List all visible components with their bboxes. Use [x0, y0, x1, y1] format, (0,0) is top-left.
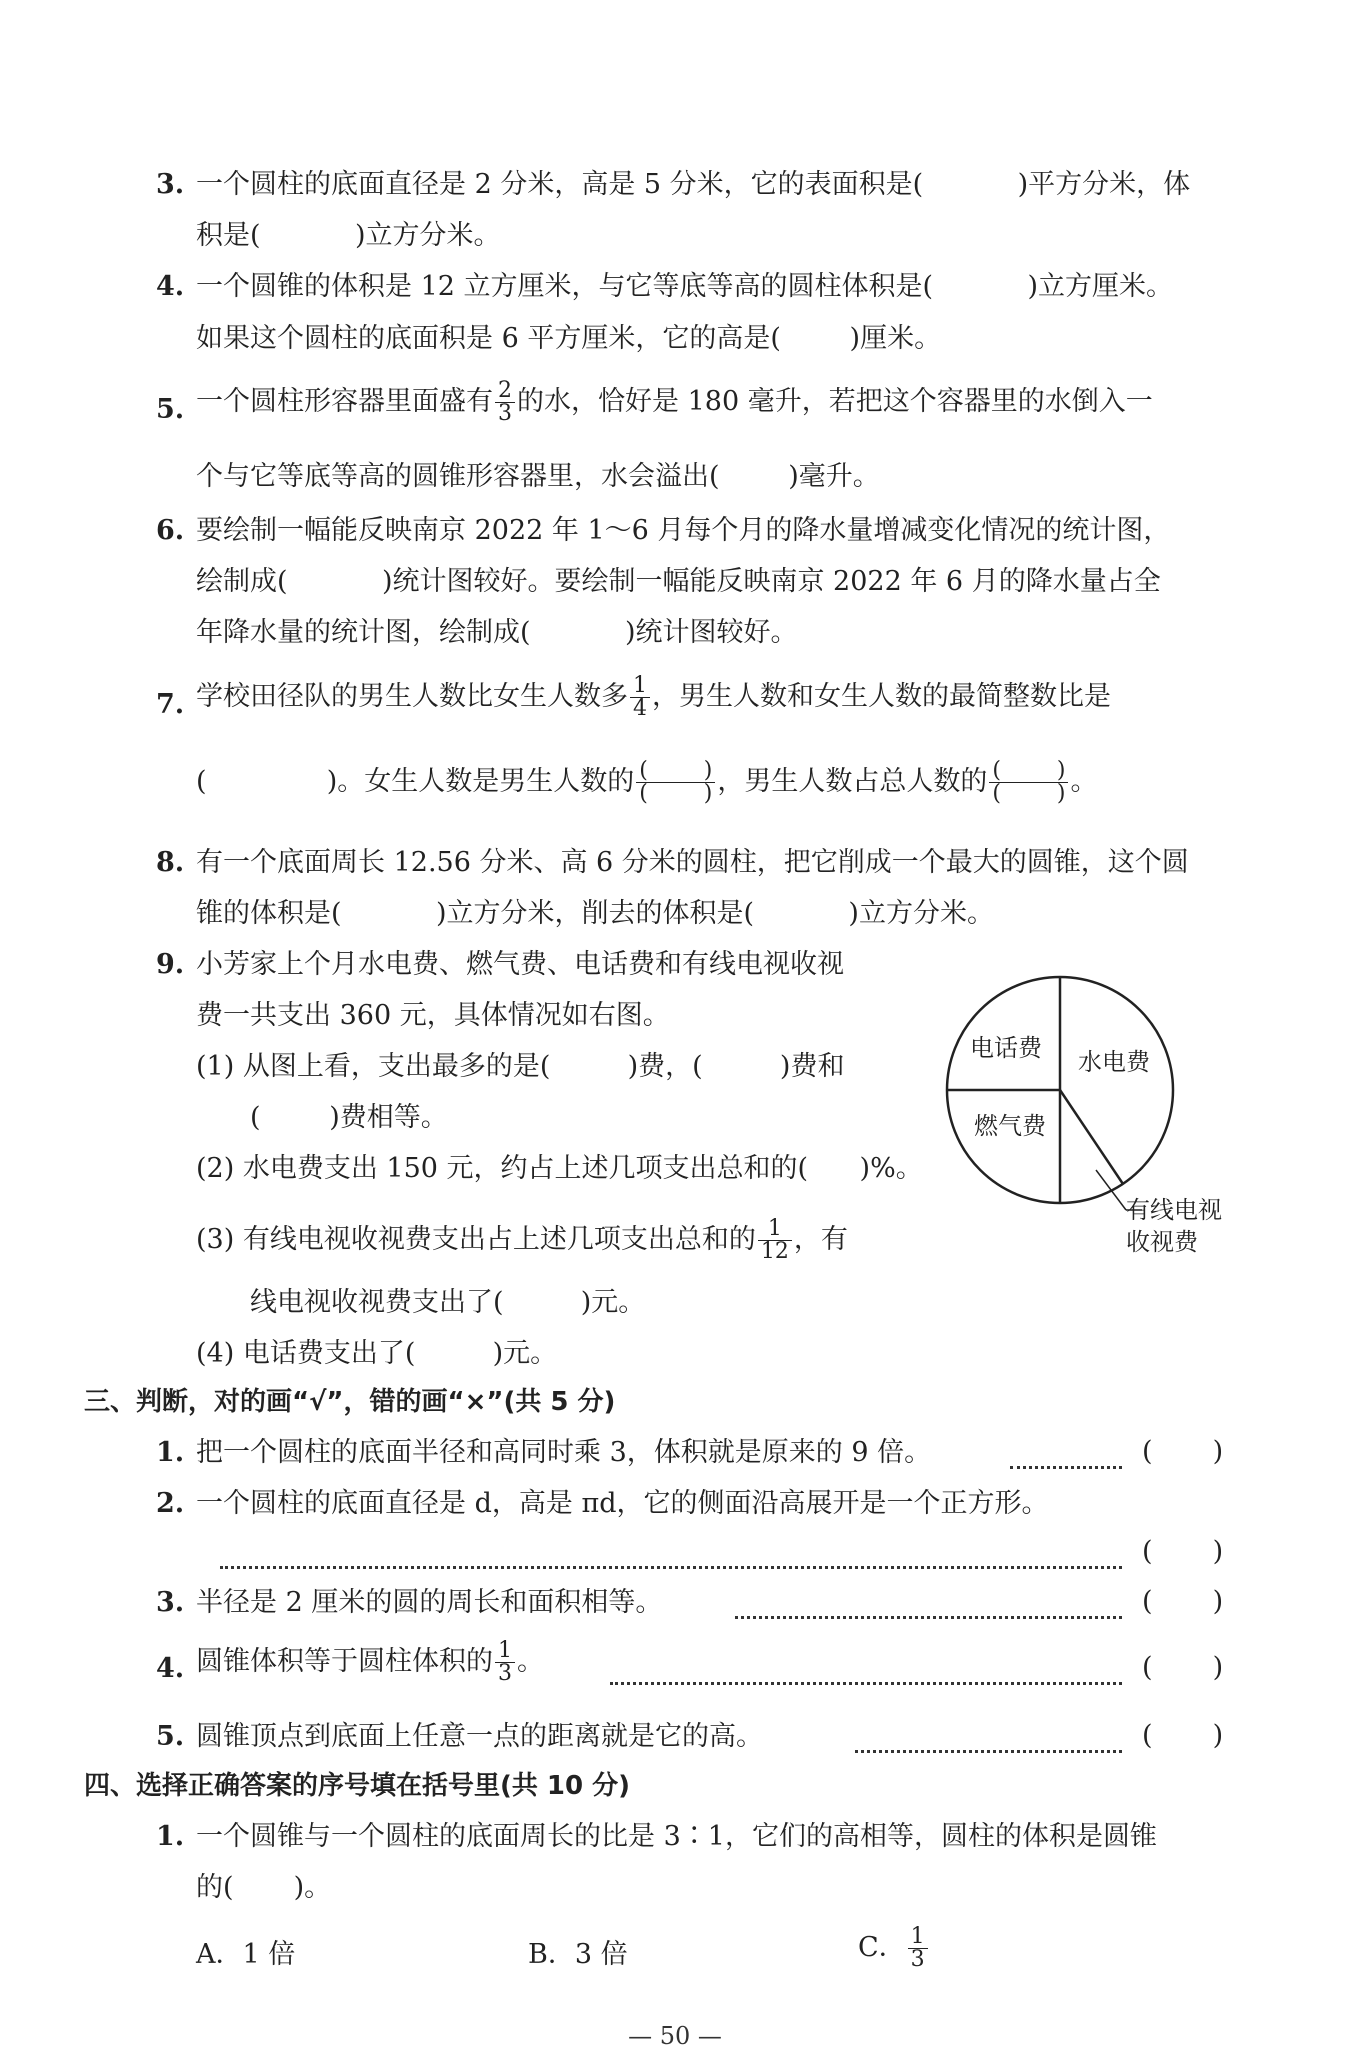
- s3-q2-number: 2.: [156, 1488, 185, 1519]
- q8-number: 8.: [156, 847, 185, 878]
- s3-q1-text: 把一个圆柱的底面半径和高同时乘 3，体积就是原来的 9 倍。: [196, 1437, 932, 1468]
- fraction-denominator: ( ): [636, 782, 715, 805]
- q7-text-b: ，男生人数占总人数的: [717, 766, 988, 797]
- fraction-numerator: 1: [633, 673, 647, 698]
- pie-callout-label-1: 有线电视: [1126, 1196, 1222, 1224]
- q9-line1: 小芳家上个月水电费、燃气费、电话费和有线电视收视: [196, 949, 844, 980]
- s4-q1-number: 1.: [156, 1821, 185, 1852]
- s3-q1-number: 1.: [156, 1437, 185, 1468]
- option-c-label: C．: [858, 1932, 906, 1963]
- s3-q4-answer[interactable]: ( ): [1142, 1652, 1224, 1683]
- s3-q5-text: 圆锥顶点到底面上任意一点的距离就是它的高。: [196, 1721, 763, 1752]
- s3-q4-post: 。: [517, 1646, 544, 1677]
- fraction-numerator: ( ): [639, 758, 713, 783]
- q5-text-pre: 一个圆柱形容器里面盛有: [196, 386, 493, 417]
- q7-fraction: [630, 675, 650, 720]
- fraction-numerator: ( ): [992, 758, 1066, 783]
- page-number: — 50 —: [628, 2022, 722, 2050]
- s4-q1-line2: 的( )。: [196, 1872, 332, 1903]
- q9-sub1-line2: ( )费相等。: [250, 1102, 448, 1133]
- s3-q3-leader: [735, 1616, 1122, 1619]
- q3-line1: 一个圆柱的底面直径是 2 分米，高是 5 分米，它的表面积是( )平方分米，体: [196, 169, 1191, 200]
- q4-number: 4.: [156, 271, 185, 302]
- section-4-title: 四、选择正确答案的序号填在括号里(共 10 分): [84, 1771, 631, 1801]
- fraction-denominator: 3: [495, 1662, 515, 1685]
- pie-label-gas: 燃气费: [974, 1112, 1046, 1140]
- s3-q4-number: 4.: [156, 1653, 185, 1684]
- s3-q2-answer[interactable]: ( ): [1142, 1536, 1224, 1567]
- s3-q3-text: 半径是 2 厘米的圆的周长和面积相等。: [196, 1587, 663, 1618]
- q4-line1: 一个圆锥的体积是 12 立方厘米，与它等底等高的圆柱体积是( )立方厘米。: [196, 271, 1173, 302]
- section-3-title: 三、判断，对的画“√”，错的画“×”(共 5 分): [84, 1387, 616, 1417]
- q7-text-c: 。: [1070, 766, 1098, 797]
- q6-number: 6.: [156, 515, 185, 546]
- option-a[interactable]: A．1 倍: [196, 1939, 296, 1970]
- s3-q1-answer[interactable]: ( ): [1142, 1436, 1224, 1467]
- q7-blank-fraction-2: [989, 760, 1068, 805]
- q9-sub4: (4) 电话费支出了( )元。: [196, 1338, 558, 1369]
- q9-sub3-line2: 线电视收视费支出了( )元。: [250, 1287, 646, 1318]
- fraction-numerator: 2: [498, 378, 512, 403]
- s3-q1-leader: [1010, 1466, 1122, 1469]
- q7-blank-fraction-1: [636, 760, 715, 805]
- s3-q3-number: 3.: [156, 1587, 185, 1618]
- q6-line1: 要绘制一幅能反映南京 2022 年 1～6 月每个月的降水量增减变化情况的统计图，: [196, 515, 1171, 546]
- pie-callout-label-2: 收视费: [1126, 1228, 1198, 1256]
- s3-q5-number: 5.: [156, 1721, 185, 1752]
- s3-q3-answer[interactable]: ( ): [1142, 1586, 1224, 1617]
- q3-line2: 积是( )立方分米。: [196, 220, 501, 251]
- q7-line2: [196, 760, 1097, 805]
- q7-text-pre: 学校田径队的男生人数比女生人数多: [196, 681, 628, 712]
- q7-line1: [196, 675, 1111, 720]
- s3-q4-fraction: [495, 1640, 515, 1685]
- s3-q4-leader: [610, 1682, 1122, 1685]
- q5-fraction: [495, 380, 515, 425]
- option-b[interactable]: B．3 倍: [528, 1939, 628, 1970]
- fraction-denominator: 4: [630, 697, 650, 720]
- option-c-fraction: [908, 1926, 928, 1971]
- q9-sub1-line1: (1) 从图上看，支出最多的是( )费，( )费和: [196, 1051, 845, 1082]
- q9-sub3-line1: [196, 1218, 848, 1263]
- q5-text-post: 的水，恰好是 180 毫升，若把这个容器里的水倒入一: [517, 386, 1153, 417]
- q9-sub2: (2) 水电费支出 150 元，约占上述几项支出总和的( )%。: [196, 1153, 923, 1184]
- fraction-denominator: 3: [495, 402, 515, 425]
- q3-number: 3.: [156, 169, 185, 200]
- s3-q5-leader: [855, 1750, 1122, 1753]
- s4-q1-line1: 一个圆锥与一个圆柱的底面周长的比是 3∶1，它们的高相等，圆柱的体积是圆锥: [196, 1821, 1157, 1852]
- option-c[interactable]: [858, 1926, 930, 1971]
- q9-sub3-fraction: [758, 1218, 792, 1263]
- q6-line2: 绘制成( )统计图较好。要绘制一幅能反映南京 2022 年 6 月的降水量占全: [196, 566, 1161, 597]
- q9-sub3-pre: (3) 有线电视收视费支出占上述几项支出总和的: [196, 1224, 756, 1255]
- q9-line2: 费一共支出 360 元，具体情况如右图。: [196, 1000, 670, 1031]
- pie-label-phone: 电话费: [970, 1034, 1042, 1062]
- s3-q2-text: 一个圆柱的底面直径是 d，高是 πd，它的侧面沿高展开是一个正方形。: [196, 1488, 1049, 1519]
- s3-q4-text: [196, 1640, 544, 1685]
- s3-q2-leader: [220, 1566, 1122, 1569]
- q9-number: 9.: [156, 949, 185, 980]
- q8-line1: 有一个底面周长 12.56 分米、高 6 分米的圆柱，把它削成一个最大的圆锥，这个圆: [196, 847, 1189, 878]
- s3-q5-answer[interactable]: ( ): [1142, 1720, 1224, 1751]
- q4-line2: 如果这个圆柱的底面积是 6 平方厘米，它的高是( )厘米。: [196, 323, 942, 354]
- fraction-numerator: 1: [910, 1924, 925, 1949]
- callout-line: [1096, 1170, 1126, 1210]
- q7-text-a: ( )。女生人数是男生人数的: [196, 766, 635, 797]
- expense-pie-chart: [930, 970, 1260, 1270]
- fraction-denominator: 12: [758, 1240, 792, 1263]
- q5-number: 5.: [156, 394, 185, 425]
- fraction-numerator: 1: [767, 1216, 782, 1241]
- s3-q4-pre: 圆锥体积等于圆柱体积的: [196, 1646, 493, 1677]
- pie-divider-diagonal: [1060, 1090, 1123, 1184]
- q5-line1: [196, 380, 1153, 425]
- q5-line2: 个与它等底等高的圆锥形容器里，水会溢出( )毫升。: [196, 461, 880, 492]
- fraction-numerator: 1: [498, 1638, 512, 1663]
- fraction-denominator: ( ): [989, 782, 1068, 805]
- q7-number: 7.: [156, 689, 185, 720]
- pie-label-utility: 水电费: [1078, 1048, 1150, 1076]
- q7-text-post: ，男生人数和女生人数的最简整数比是: [652, 681, 1111, 712]
- fraction-denominator: 3: [908, 1948, 928, 1971]
- q6-line3: 年降水量的统计图，绘制成( )统计图较好。: [196, 617, 798, 648]
- q8-line2: 锥的体积是( )立方分米，削去的体积是( )立方分米。: [196, 898, 994, 929]
- q9-sub3-post: ，有: [793, 1224, 848, 1255]
